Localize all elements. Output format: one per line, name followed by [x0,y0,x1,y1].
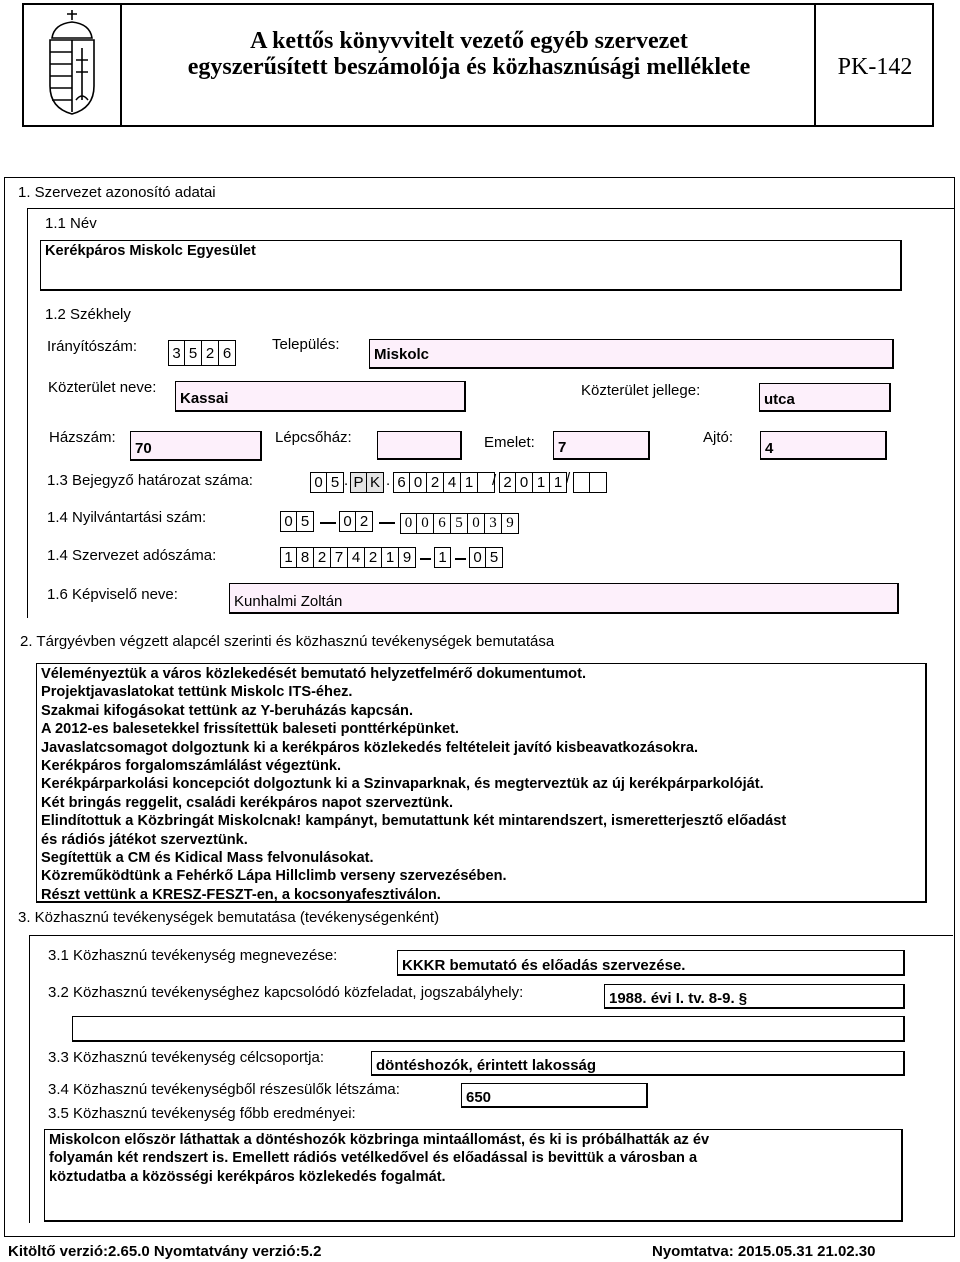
digit-box: 5 [486,547,503,568]
separator-dash [455,558,466,560]
tax-number-label: 1.4 Szervezet adószáma: [47,547,217,564]
seat-label: 1.2 Székhely [45,306,131,323]
digit-box: 5 [297,511,314,532]
representative-label: 1.6 Képviselő neve: [47,586,178,603]
target-group-field[interactable]: döntéshozók, érintett lakosság [371,1051,905,1076]
activity-name-field[interactable]: KKKR bemutató és előadás szervezése. [397,950,905,976]
digit-box: 9 [502,513,519,534]
results-label: 3.5 Közhasznú tevékenység főbb eredményei: [48,1105,356,1122]
form-title-line2: egyszerűsített beszámolója és közhasznúsági melléklete [187,54,751,80]
digit-box: 2 [499,472,516,493]
activity-line: Projektjavaslatokat tettünk Miskolc ITS-éhez. [41,684,353,701]
house-number-field[interactable]: 70 [130,431,262,461]
activity-line: Kerékpárparkolási koncepciót dolgoztunk ki a Szinvaparknak, és megterveztük az új kerékpárparkolóját. [41,776,764,793]
activity-line: A 2012-es balesetekkel frissítettük baleseti ponttérképünket. [41,721,459,738]
reg-decision-part-c[interactable] [393,472,495,493]
door-label: Ajtó: [703,429,734,446]
digit-box: 2 [356,511,373,532]
header-divider-left [120,3,122,127]
stair-field[interactable] [377,431,462,460]
digit-box: 1 [533,472,550,493]
results-text-area[interactable] [44,1129,903,1222]
digit-box: 1 [382,547,399,568]
digit-box: 0 [468,513,485,534]
stair-label: Lépcsőház: [275,429,352,446]
separator-dash [420,558,431,560]
activity-line: Elindítottuk a Közbringát Miskolcnak! kampányt, bemutattunk két mintarendszert, ismeretterjesztő előadást [41,813,787,830]
activity-line: Javaslatcsomagot dolgoztunk ki a kerékpáros közlekedés feltételeit javító kisbeavatkozásokra. [41,739,698,756]
digit-box: 6 [393,472,410,493]
registry-part-a[interactable] [280,511,314,532]
digit-box: 6 [434,513,451,534]
registry-part-b[interactable] [339,511,373,532]
digit-box: 0 [410,472,427,493]
digit-box: 0 [400,513,417,534]
separator-dot: . [344,472,349,489]
zip-digit: 6 [219,340,236,366]
name-label: 1.1 Név [45,215,97,232]
separator-slash: / [566,470,571,487]
street-field[interactable]: Kassai [175,381,466,412]
zip-code-field[interactable] [168,340,236,366]
digit-box: 8 [297,547,314,568]
participants-label: 3.4 Közhasznú tevékenységből részesülők létszáma: [48,1081,400,1098]
activity-line: Véleményeztük a város közlekedését bemutató helyzetfelmérő dokumentumot. [41,666,586,682]
reg-decision-suffix[interactable] [573,472,607,493]
footer-print-date: Nyomtatva: 2015.05.31 21.02.30 [652,1243,876,1260]
digit-box: 7 [331,547,348,568]
floor-field[interactable]: 7 [553,431,650,460]
street-type-label: Közterület jellege: [581,382,701,399]
city-field[interactable]: Miskolc [369,339,894,369]
activity-name-label: 3.1 Közhasznú tevékenység megnevezése: [48,947,338,964]
activity-line: és rádiós játékot szerveztünk. [41,831,248,848]
zip-digit: 3 [168,340,185,366]
legal-basis-label: 3.2 Közhasznú tevékenységhez kapcsolódó közfeladat, jogszabályhely: [48,984,524,1001]
digit-box [590,472,607,493]
form-title [124,28,814,80]
participants-field[interactable]: 650 [461,1083,648,1108]
floor-label: Emelet: [484,434,535,451]
digit-box: 0 [417,513,434,534]
digit-box: 1 [550,472,567,493]
activity-line: Részt vettünk a KRESZ-FESZT-en, a kocsonyafesztiválon. [41,886,441,903]
footer-version: Kitöltő verzió:2.65.0 Nyomtatvány verzió:5.2 [8,1243,322,1260]
digit-box: 5 [451,513,468,534]
coat-of-arms-emblem [40,8,104,118]
digit-box: 2 [365,547,382,568]
digit-box: 1 [434,547,451,568]
zip-digit: 2 [202,340,219,366]
digit-box: 9 [399,547,416,568]
legal-basis-field-line2[interactable] [72,1016,905,1042]
section1-title: 1. Szervezet azonosító adatai [18,184,216,201]
digit-box: 2 [427,472,444,493]
door-field[interactable]: 4 [760,431,887,460]
activity-line: Közreműködtünk a Fehérkő Lápa Hillclimb verseny szervezésében. [41,868,507,885]
city-label: Település: [272,336,340,353]
letter-box: K [367,472,384,493]
activities-text-area[interactable] [36,663,927,903]
reg-decision-part-a[interactable] [310,472,344,493]
tax-number-part-b[interactable] [434,547,451,568]
street-type-field[interactable]: utca [759,383,891,412]
digit-box: 4 [444,472,461,493]
target-group-label: 3.3 Közhasznú tevékenység célcsoportja: [48,1049,324,1066]
results-line: folyamán két rendszert is. Emellett rádiós vetélkedővel és előadással is bevittük a városban a [49,1150,698,1167]
activity-line: Szakmai kifogásokat tettünk az Y-beruházás kapcsán. [41,702,414,719]
separator-dot: . [386,472,391,489]
representative-field[interactable]: Kunhalmi Zoltán [229,583,899,614]
registry-label: 1.4 Nyilvántartási szám: [47,509,207,526]
letter-box: P [350,472,367,493]
registry-part-c[interactable] [400,513,519,534]
digit-box: 0 [469,547,486,568]
tax-number-part-c[interactable] [469,547,503,568]
form-code: PK-142 [837,54,913,80]
activity-line: Segítettük a CM és Kidical Mass felvonulásokat. [41,850,374,867]
reg-decision-year[interactable] [499,472,567,493]
separator-dash [379,522,395,524]
digit-box: 2 [314,547,331,568]
tax-number-part-a[interactable] [280,547,416,568]
activity-line: Kerékpáros forgalomszámlálást végeztünk. [41,758,342,775]
separator-dash [320,522,336,524]
digit-box: 1 [461,472,478,493]
digit-box: 5 [327,472,344,493]
digit-box: 4 [348,547,365,568]
digit-box: 0 [339,511,356,532]
digit-box: 3 [485,513,502,534]
digit-box: 0 [516,472,533,493]
activity-line: Két bringás reggelit, családi kerékpáros napot szerveztünk. [41,794,454,811]
legal-basis-field[interactable]: 1988. évi I. tv. 8-9. § [604,984,905,1009]
zip-digit: 5 [185,340,202,366]
digit-box: 1 [280,547,297,568]
reg-decision-part-b[interactable] [350,472,384,493]
zip-label: Irányítószám: [47,338,138,355]
digit-box [573,472,590,493]
digit-box: 0 [280,511,297,532]
name-field[interactable]: Kerékpáros Miskolc Egyesület [40,240,902,291]
separator-slash: / [492,472,497,489]
street-label: Közterület neve: [48,379,157,396]
section3-title: 3. Közhasznú tevékenységek bemutatása (tevékenységenként) [18,909,440,926]
results-line: Miskolcon először láthattak a döntéshozók közbringa mintaállomást, és ki is próbálhatták az év [49,1132,710,1148]
reg-decision-label: 1.3 Bejegyző határozat száma: [47,472,253,489]
form-title-line1: A kettős könyvvitelt vezető egyéb szervezet [250,28,688,54]
digit-box: 0 [310,472,327,493]
house-number-label: Házszám: [49,429,116,446]
section2-title: 2. Tárgyévben végzett alapcél szerinti és közhasznú tevékenységek bemutatása [20,633,555,650]
results-line: köztudatba a közösségi kerékpáros közlekedés fogalmát. [49,1168,446,1185]
